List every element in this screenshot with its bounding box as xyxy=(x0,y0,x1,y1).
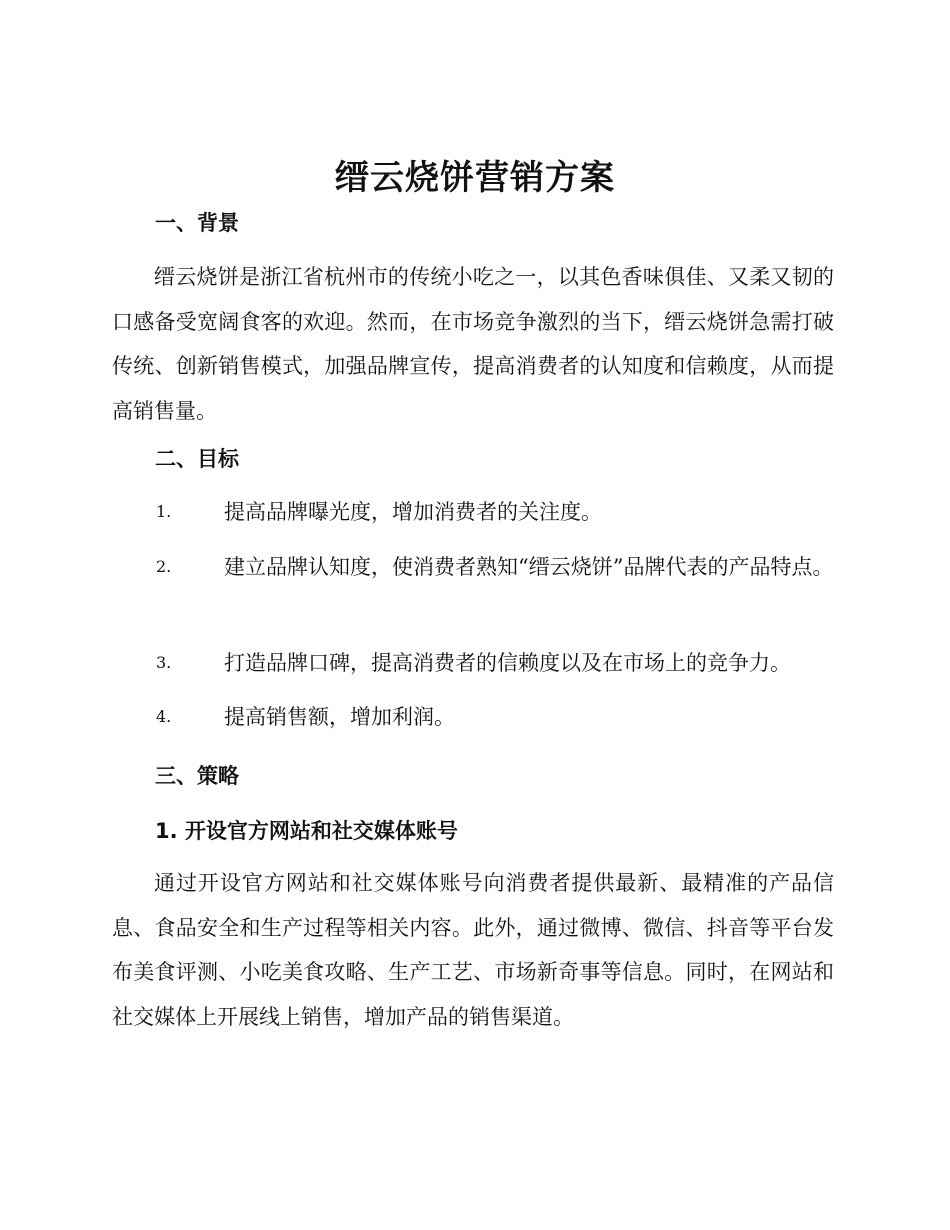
list-item-number: 4. xyxy=(156,707,172,726)
section-heading-goals: 二、目标 xyxy=(155,447,239,471)
list-item-number: 1. xyxy=(156,502,172,521)
subheading-official-website: 1. 开设官方网站和社交媒体账号 xyxy=(155,819,458,843)
list-item xyxy=(112,545,834,589)
list-item-text: 提高销售额，增加利润。 xyxy=(224,705,455,729)
page-title: 缙云烧饼营销方案 xyxy=(335,158,615,198)
list-item-text: 打造品牌口碑，提高消费者的信赖度以及在市场上的竞争力。 xyxy=(224,651,791,675)
strategy-paragraph: 通过开设官方网站和社交媒体账号向消费者提供最新、最精准的产品信息、食品安全和生产过程等相关内容。此外，通过微博、微信、抖音等平台发布美食评测、小吃美食攻略、生产工艺、市场新奇事等信息。同时，在网站和社交媒体上开展线上销售，增加产品的销售渠道。 xyxy=(112,871,834,1029)
section-heading-background: 一、背景 xyxy=(155,211,239,235)
list-item xyxy=(112,695,834,739)
list-item-text: 提高品牌曝光度，增加消费者的关注度。 xyxy=(224,500,602,524)
background-paragraph: 缙云烧饼是浙江省杭州市的传统小吃之一，以其色香味俱佳、又柔又韧的口感备受宽阔食客的欢迎。然而，在市场竞争激烈的当下，缙云烧饼急需打破传统、创新销售模式，加强品牌宣传，提高消费者的认知度和信赖度，从而提高销售量。 xyxy=(112,265,834,423)
list-item-text: 建立品牌认知度，使消费者熟知“缙云烧饼”品牌代表的产品特点。 xyxy=(224,555,834,579)
list-item-number: 2. xyxy=(156,557,172,576)
list-item xyxy=(112,490,834,534)
section-heading-strategy: 三、策略 xyxy=(155,764,239,788)
list-item-number: 3. xyxy=(156,653,172,672)
list-item xyxy=(112,641,834,685)
